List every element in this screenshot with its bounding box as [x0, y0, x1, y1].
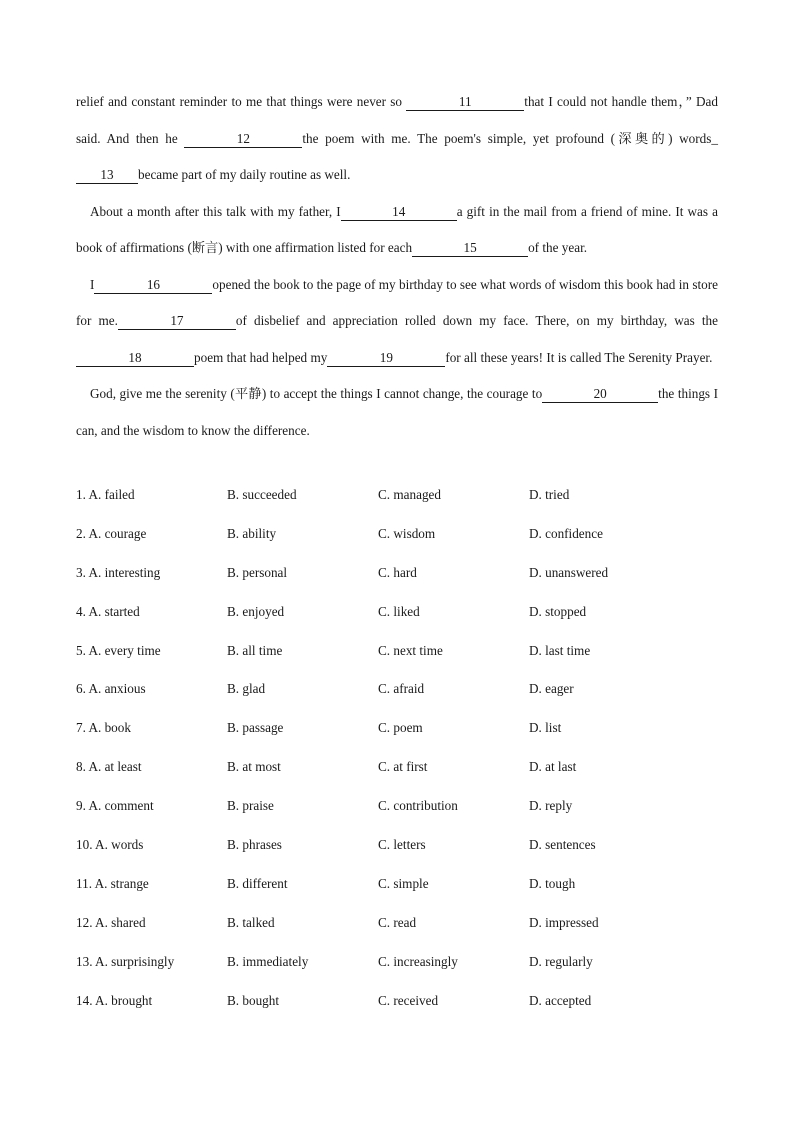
- text: relief and constant reminder to me that things were never so: [76, 94, 407, 109]
- blank-12: 12: [184, 132, 302, 148]
- option-b: B. praise: [227, 798, 274, 814]
- question-row: [76, 826, 718, 865]
- text: opened the book to the page of my birthday to see what words of wisdom this book had in store for me.: [76, 276, 718, 328]
- option-d: D. at last: [529, 759, 577, 775]
- option-c: C. read: [378, 914, 417, 930]
- option-d: D. last time: [529, 642, 591, 658]
- option-b: B. passage: [227, 720, 284, 736]
- option-c: C. received: [378, 992, 439, 1008]
- option-a: 8. A. at least: [76, 759, 142, 775]
- text: I: [90, 276, 95, 292]
- blank-13: 13: [76, 168, 138, 184]
- option-d: D. stopped: [529, 603, 587, 619]
- option-c: C. managed: [378, 487, 441, 502]
- blank-19: 19: [327, 351, 445, 367]
- paragraph-3: [76, 267, 718, 377]
- option-d: D. tough: [529, 875, 576, 891]
- cloze-passage: [76, 84, 718, 449]
- option-a: 2. A. courage: [76, 525, 147, 541]
- option-c: C. letters: [378, 837, 426, 853]
- option-c: C. simple: [378, 875, 429, 891]
- blank-16: 16: [94, 278, 212, 294]
- option-d: D. list: [529, 720, 562, 736]
- option-c: C. poem: [378, 720, 423, 736]
- text: became part of my daily routine as well.: [138, 167, 351, 182]
- question-row: [76, 593, 718, 632]
- option-a: 6. A. anxious: [76, 681, 146, 697]
- option-a: 10. A. words: [76, 837, 144, 853]
- text: the poem with me. The poem's simple, yet profound (深奥的) words_: [302, 130, 718, 146]
- question-row: [76, 709, 718, 748]
- text: God, give me the serenity (平静) to accept the things I cannot change, the courage to: [90, 386, 543, 401]
- blank-18: 18: [76, 351, 194, 367]
- option-b: B. all time: [227, 642, 283, 658]
- option-a: 5. A. every time: [76, 642, 161, 658]
- option-c: C. contribution: [378, 798, 458, 814]
- option-a: 1. A. failed: [76, 487, 135, 502]
- question-row: [76, 982, 718, 1021]
- text: for all these years! It is called The Serenity Prayer.: [445, 349, 713, 365]
- option-d: D. impressed: [529, 914, 599, 930]
- question-row: [76, 632, 718, 671]
- text: the things I can, and the wisdom to know the difference.: [76, 386, 718, 438]
- option-c: C. increasingly: [378, 953, 458, 969]
- text: About a month after this talk with my father, I: [90, 203, 341, 219]
- question-row: [76, 904, 718, 943]
- option-a: 4. A. started: [76, 603, 140, 619]
- text: of disbelief and appreciation rolled down my face. There, on my birthday, was the: [235, 313, 718, 328]
- option-d: D. tried: [529, 487, 570, 502]
- text: a gift in the mail from a friend of mine. It was a book of affirmations (断言) with one affirmation listed for each: [76, 203, 718, 255]
- text: that I could not handle them，” Dad said. And then he: [76, 94, 719, 146]
- option-b: B. personal: [227, 564, 288, 580]
- paragraph-4: [76, 376, 718, 449]
- option-b: B. talked: [227, 914, 275, 930]
- option-b: B. phrases: [227, 837, 282, 853]
- answer-options: [76, 476, 718, 1020]
- question-row: [76, 748, 718, 787]
- option-d: D. reply: [529, 798, 573, 814]
- question-row: [76, 554, 718, 593]
- blank-20: 20: [542, 387, 658, 403]
- question-row: [76, 476, 718, 515]
- question-row: [76, 865, 718, 904]
- option-c: C. at first: [378, 759, 428, 775]
- question-row: [76, 787, 718, 826]
- paragraph-1: [76, 84, 718, 194]
- option-a: 3. A. interesting: [76, 564, 161, 580]
- blank-14: 14: [341, 205, 457, 221]
- option-d: D. eager: [529, 681, 574, 697]
- option-a: 14. A. brought: [76, 992, 153, 1008]
- option-c: C. wisdom: [378, 525, 436, 541]
- option-c: C. next time: [378, 642, 443, 658]
- option-b: B. enjoyed: [227, 603, 285, 619]
- option-b: B. different: [227, 875, 288, 891]
- option-d: D. unanswered: [529, 564, 609, 580]
- text: poem that had helped my: [194, 349, 328, 365]
- option-a: 12. A. shared: [76, 914, 146, 930]
- option-b: B. glad: [227, 681, 266, 697]
- option-b: B. at most: [227, 759, 281, 775]
- option-a: 11. A. strange: [76, 875, 149, 891]
- option-b: B. immediately: [227, 953, 309, 969]
- blank-15: 15: [412, 241, 528, 257]
- option-d: D. sentences: [529, 837, 596, 853]
- question-row: [76, 670, 718, 709]
- paragraph-2: [76, 194, 718, 267]
- option-d: D. regularly: [529, 953, 593, 969]
- option-c: C. hard: [378, 564, 417, 580]
- option-d: D. confidence: [529, 525, 603, 541]
- option-a: 9. A. comment: [76, 798, 154, 814]
- text: of the year.: [528, 240, 588, 255]
- blank-17: 17: [118, 314, 236, 330]
- option-d: D. accepted: [529, 992, 592, 1008]
- option-b: B. bought: [227, 992, 280, 1008]
- option-c: C. liked: [378, 603, 420, 619]
- option-c: C. afraid: [378, 681, 425, 697]
- question-row: [76, 943, 718, 982]
- blank-11: 11: [406, 95, 524, 111]
- option-b: B. succeeded: [227, 487, 297, 502]
- option-a: 13. A. surprisingly: [76, 953, 175, 969]
- option-a: 7. A. book: [76, 720, 131, 736]
- question-row: [76, 515, 718, 554]
- option-b: B. ability: [227, 525, 277, 541]
